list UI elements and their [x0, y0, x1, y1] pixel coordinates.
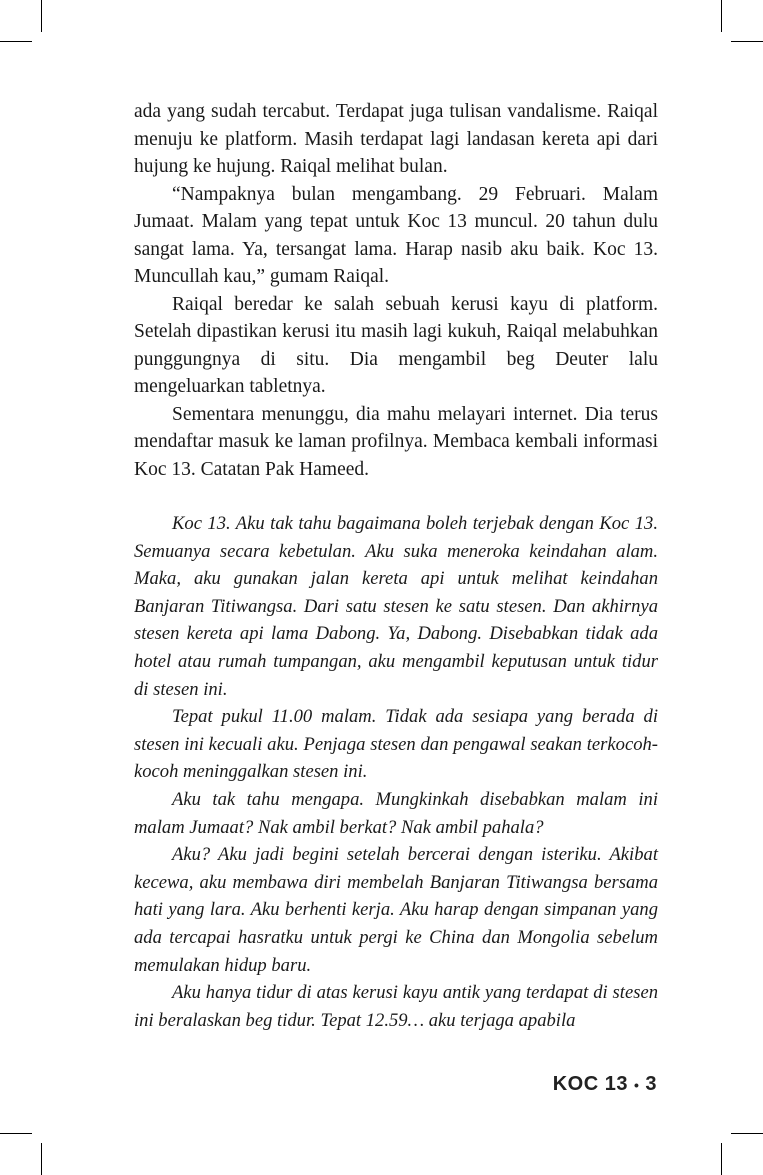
page-number: 3 — [645, 1073, 657, 1095]
journal-paragraph: Aku hanya tidur di atas kerusi kayu antik yang terdapat di stesen ini beralaskan beg tidur. Tepat 12.59… aku terjaga apabila — [134, 982, 658, 1031]
paragraph: “Nampaknya bulan mengambang. 29 Februari. Malam Jumaat. Malam yang tepat untuk Koc 13 muncul. 20 tahun dulu sangat lama. Ya, tersangat lama. Harap nasib aku baik. Koc 13. Muncullah kau,” gumam Raiqal. — [134, 183, 658, 287]
paragraph: Sementara menunggu, dia mahu melayari internet. Dia terus mendaftar masuk ke laman profilnya. Membaca kembali informasi Koc 13. Catatan Pak Hameed. — [134, 403, 658, 480]
crop-mark-top-right — [721, 0, 722, 32]
crop-mark-bottom-left-h — [0, 1133, 32, 1134]
journal-paragraph: Tepat pukul 11.00 malam. Tidak ada sesiapa yang berada di stesen ini kecuali aku. Penjaga stesen dan pengawal seakan terkocoh-kocoh meninggalkan stesen ini. — [134, 706, 658, 783]
page-body — [134, 98, 658, 1034]
crop-mark-top-left — [41, 0, 42, 32]
running-title: KOC 13 — [552, 1073, 628, 1095]
journal-paragraph: Aku tak tahu mengapa. Mungkinkah disebabkan malam ini malam Jumaat? Nak ambil berkat? Nak ambil pahala? — [134, 788, 658, 838]
journal-excerpt — [134, 510, 658, 1034]
page-footer — [553, 1073, 657, 1096]
journal-paragraph: Aku? Aku jadi begini setelah bercerai dengan isteriku. Akibat kecewa, aku membawa diri membelah Banjaran Titiwangsa bersama hati yang lara. Aku berhenti kerja. Aku harap dengan simpanan yang ada tercapai hasratku untuk pergi ke China dan Mongolia sebelum memulakan hidup baru. — [134, 844, 658, 976]
narrative-section — [134, 98, 658, 483]
paragraph: Raiqal beredar ke salah sebuah kerusi kayu di platform. Setelah dipastikan kerusi itu masih lagi kukuh, Raiqal melabuhkan punggungnya di situ. Dia mengambil beg Deuter lalu mengeluarkan tabletnya. — [134, 293, 658, 397]
crop-mark-bottom-right-h — [731, 1133, 763, 1134]
paragraph: ada yang sudah tercabut. Terdapat juga tulisan vandalisme. Raiqal menuju ke platform. Masih terdapat lagi landasan kereta api dari hujung ke hujung. Raiqal melihat bulan. — [134, 101, 658, 177]
crop-mark-bottom-left — [41, 1143, 42, 1175]
journal-paragraph: Koc 13. Aku tak tahu bagaimana boleh terjebak dengan Koc 13. Semuanya secara kebetulan. Aku suka meneroka keindahan alam. Maka, aku gunakan jalan kereta api untuk melihat keindahan Banjaran Titiwangsa. Dari satu stesen ke satu stesen. Dan akhirnya stesen kereta api lama Dabong. Ya, Dabong. Disebabkan tidak ada hotel atau rumah tumpangan, aku mengambil keputusan untuk tidur di stesen ini. — [134, 513, 658, 700]
crop-mark-bottom-right — [721, 1143, 722, 1175]
crop-mark-top-right-h — [731, 41, 763, 42]
crop-mark-top-left-h — [0, 41, 32, 42]
separator-dot: • — [633, 1076, 640, 1093]
